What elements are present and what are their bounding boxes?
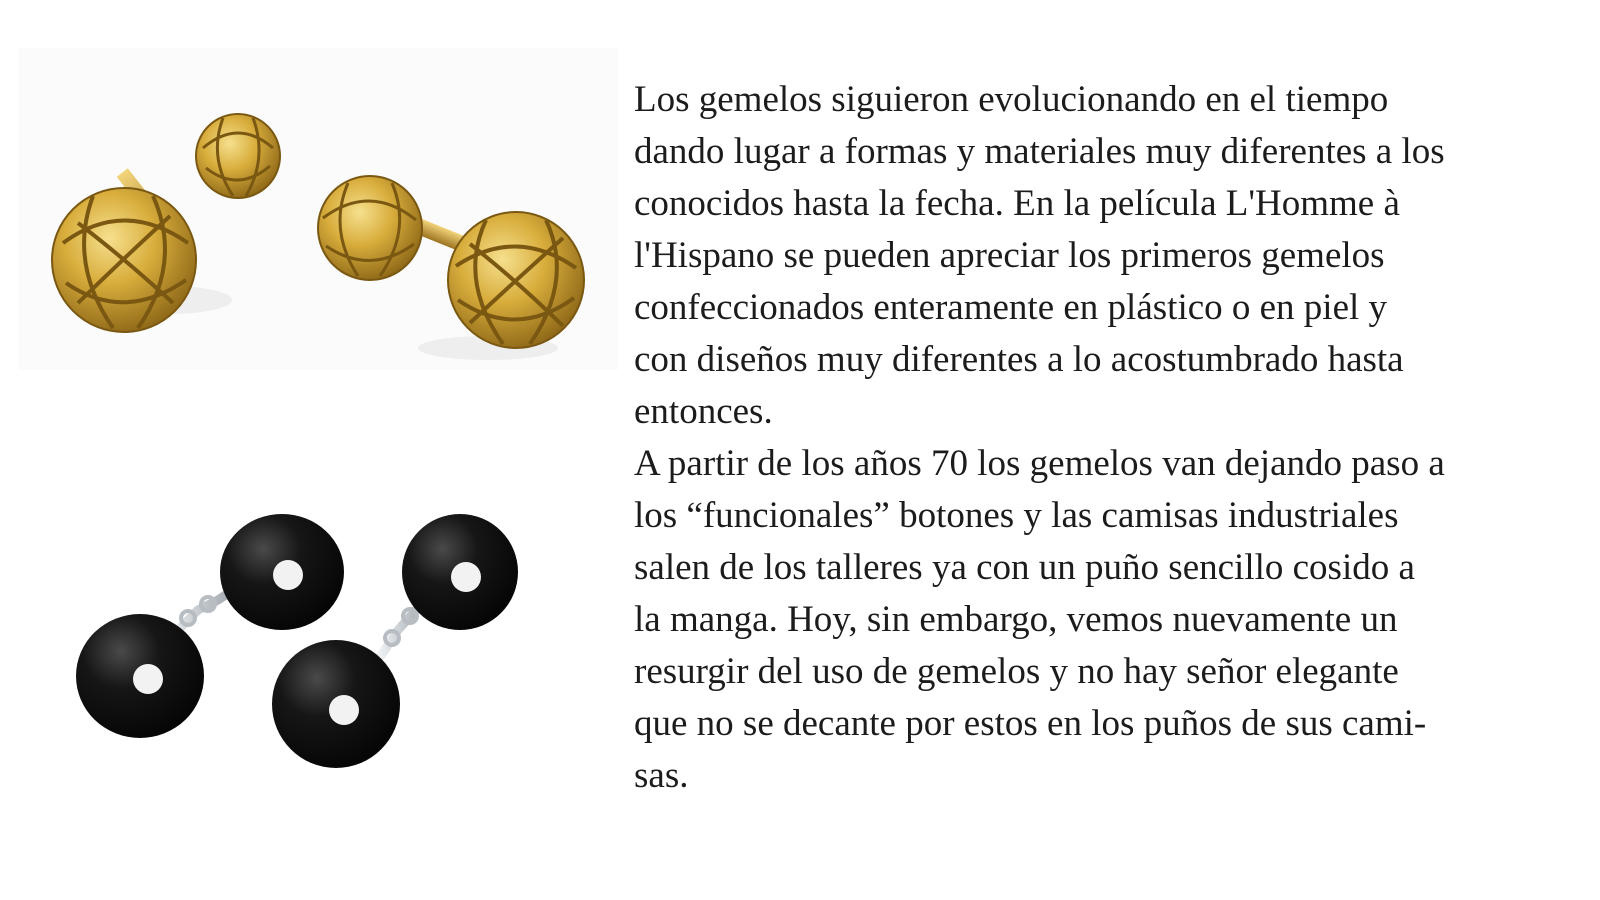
onyx-round-cufflinks-image xyxy=(48,492,568,802)
text-line: confeccionados enteramente en plástico o en piel y xyxy=(634,287,1388,328)
gold-knot-cufflinks-icon xyxy=(18,48,618,370)
article-paragraph-2 xyxy=(634,438,1596,802)
text-line: sas. xyxy=(634,755,689,796)
text-line: resurgir del uso de gemelos y no hay señor elegante xyxy=(634,651,1399,692)
text-line: entonces. xyxy=(634,391,773,432)
text-line: salen de los talleres ya con un puño sencillo cosido a xyxy=(634,547,1415,588)
article-text xyxy=(634,74,1596,802)
article-paragraph-1 xyxy=(634,74,1596,438)
text-line: la manga. Hoy, sin embargo, vemos nuevamente un xyxy=(634,599,1398,640)
text-line: con diseños muy diferentes a lo acostumbrado hasta xyxy=(634,339,1404,380)
text-line: Los gemelos siguieron evolucionando en el tiempo xyxy=(634,79,1389,120)
text-line: los “funcionales” botones y las camisas industriales xyxy=(634,495,1399,536)
text-line: A partir de los años 70 los gemelos van dejando paso a xyxy=(634,443,1445,484)
text-line: que no se decante por estos en los puños de sus cami- xyxy=(634,703,1427,744)
text-line: conocidos hasta la fecha. En la película L'Homme à xyxy=(634,183,1400,224)
text-line: l'Hispano se pueden apreciar los primeros gemelos xyxy=(634,235,1385,276)
onyx-round-cufflinks-icon xyxy=(48,492,568,802)
gold-knot-cufflinks-image xyxy=(18,48,618,370)
text-line: dando lugar a formas y materiales muy diferentes a los xyxy=(634,131,1445,172)
